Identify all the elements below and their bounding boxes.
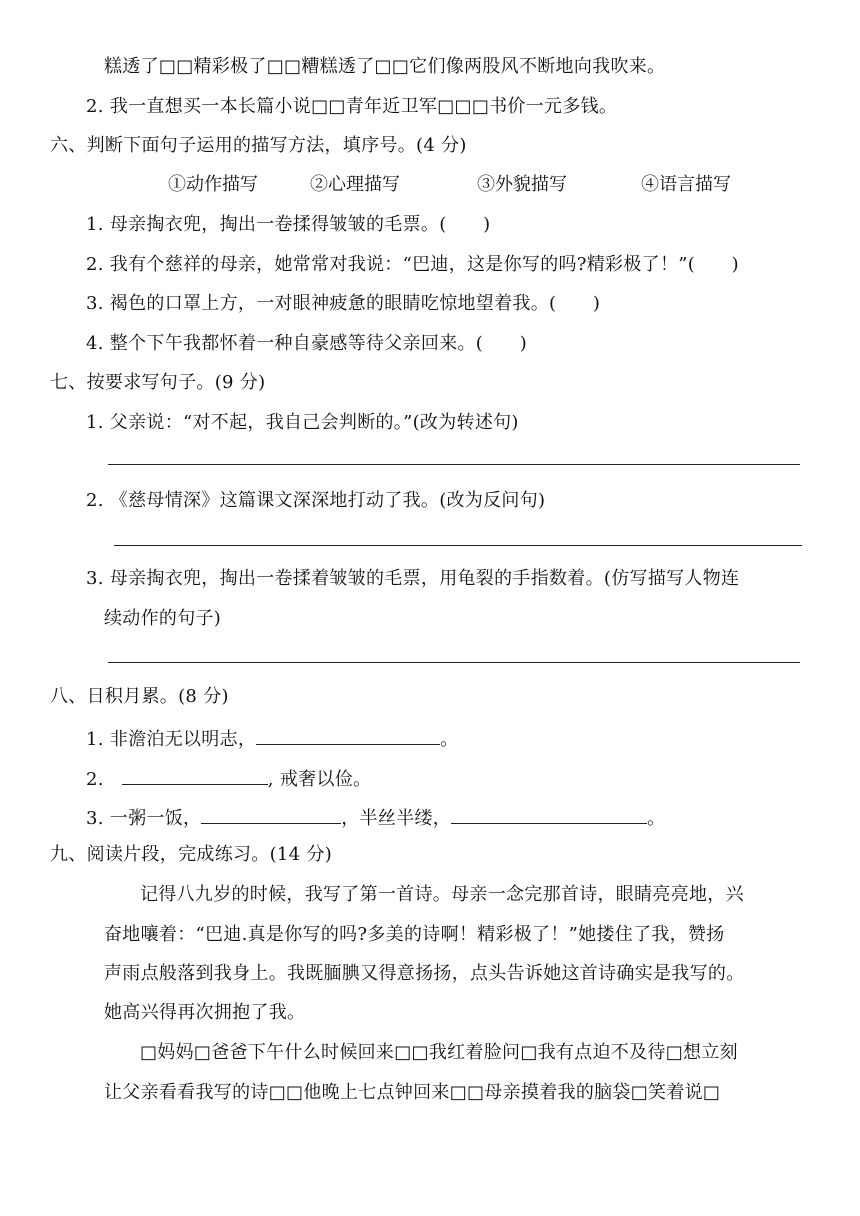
section7-item-1: 1. 父亲说：“对不起，我自己会判断的。”(改为转述句) [86,412,519,433]
passage-p2-line-1: □妈妈□爸爸下午什么时候回来□□我红着脸问□我有点迫不及待□想立刻 [140,1042,738,1063]
section7-item-3-line-2: 续动作的句子) [104,608,222,629]
item-1-prefix: 1. 非澹泊无以明志， [86,729,257,750]
fill-blank-2[interactable] [122,764,268,785]
option-language-description: ④语言描写 [641,174,731,195]
item-3-suffix: 。 [647,808,666,829]
section6-item-2: 2. 我有个慈祥的母亲，她常常对我说：“巴迪，这是你写的吗?精彩极了！”( ) [86,254,739,275]
section8-item-2 [86,764,371,793]
passage-p1-line-3: 声雨点般落到我身上。我既腼腆又得意扬扬，点头告诉她这首诗确实是我写的。 [104,963,745,984]
section8-heading: 八、日积月累。(8 分) [50,686,229,707]
section6-item-3: 3. 褐色的口罩上方，一对眼神疲惫的眼睛吃惊地望着我。( ) [86,293,601,314]
section7-item-3-line-1: 3. 母亲掏衣兜，掏出一卷揉着皱皱的毛票，用龟裂的手指数着。(仿写描写人物连 [86,568,740,589]
passage-p1-line-4: 她高兴得再次拥抱了我。 [104,1002,306,1023]
item-2-prefix: 2. [86,769,110,790]
item-3-prefix: 3. 一粥一饭， [86,808,202,829]
option-action-description: ①动作描写 [168,174,258,195]
section6-item-4: 4. 整个下午我都怀着一种自豪感等待父亲回来。( ) [86,333,528,354]
option-psychological-description: ②心理描写 [310,174,400,195]
section5-continuation-line: 糕透了□□精彩极了□□糟糕透了□□它们像两股风不断地向我吹来。 [104,56,666,77]
passage-p2-line-2: 让父亲看看我写的诗□□他晚上七点钟回来□□母亲摸着我的脑袋□笑着说□ [104,1082,721,1103]
fill-blank-3[interactable] [201,803,341,824]
passage-p1-line-2: 奋地嚷着：“巴迪.真是你写的吗?多美的诗啊！精彩极了！”她搂住了我，赞扬 [104,924,725,945]
answer-line-1[interactable] [108,464,800,465]
item-3-mid: ，半丝半缕， [341,808,452,829]
fill-blank-1[interactable] [256,724,440,745]
answer-line-2[interactable] [114,545,802,546]
section6-heading: 六、判断下面句子运用的描写方法，填序号。(4 分) [50,135,467,156]
section5-item-2: 2. 我一直想买一本长篇小说□□青年近卫军□□□书价一元多钱。 [86,96,618,117]
option-appearance-description: ③外貌描写 [477,174,567,195]
fill-blank-4[interactable] [451,803,647,824]
section9-heading: 九、阅读片段，完成练习。(14 分) [50,844,333,865]
answer-line-3[interactable] [108,662,800,663]
section7-item-2: 2. 《慈母情深》这篇课文深深地打动了我。(改为反问句) [86,490,546,511]
section8-item-1 [86,724,459,753]
section6-item-1: 1. 母亲掏衣兜，掏出一卷揉得皱皱的毛票。( ) [86,214,491,235]
section8-item-3 [86,803,665,832]
item-1-suffix: 。 [440,729,459,750]
item-2-suffix: , 戒奢以俭。 [267,769,372,790]
section7-heading: 七、按要求写句子。(9 分) [50,372,266,393]
passage-p1-line-1: 记得八九岁的时候，我写了第一首诗。母亲一念完那首诗，眼睛亮亮地，兴 [140,884,744,905]
